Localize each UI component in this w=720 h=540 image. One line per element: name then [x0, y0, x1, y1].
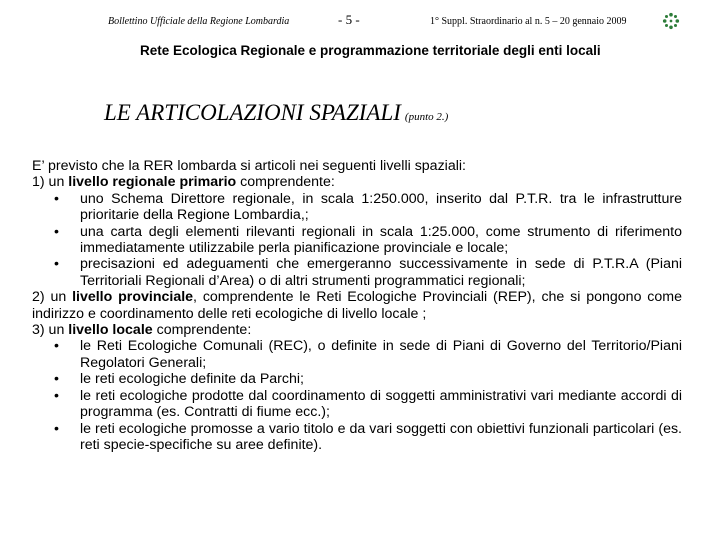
list-item-text: precisazioni ed adeguamenti che emergeranno successivamente in sede di P.T.R.A (Piani Territoriali Regionali d’Area) o di altri strumenti programmatici regionali; — [80, 256, 682, 289]
list-item-text: uno Schema Direttore regionale, in scala 1:250.000, inserito dal P.T.R. tra le infrastrutture prioritarie della Regione Lombardia,; — [80, 190, 682, 224]
level3-list — [32, 338, 682, 453]
bullet-icon: • — [54, 387, 59, 404]
section-reference: (punto 2.) — [404, 111, 449, 123]
section-title — [104, 100, 448, 126]
level2-suffix: , comprendente le Reti Ecologiche Provinciali (REP), che si pongono come indirizzo e coordinamento delle reti ecologiche di livello locale ; — [32, 289, 682, 322]
body-text — [32, 158, 682, 453]
list-item-text: le reti ecologiche definite da Parchi; — [80, 371, 304, 388]
list-item — [32, 191, 682, 224]
bullet-icon: • — [54, 420, 59, 437]
bullet-icon: • — [54, 256, 59, 273]
list-item-text: una carta degli elementi rilevanti regionali in scala 1:25.000, come strumento di riferimento immediatamente utilizzabile perla pianificazione provinciale e locale; — [80, 223, 682, 257]
level1-list — [32, 191, 682, 289]
level3-bold: livello locale — [68, 322, 153, 339]
section-title-text: LE ARTICOLAZIONI SPAZIALI — [104, 100, 401, 125]
list-item — [32, 224, 682, 257]
page-number: - 5 - — [338, 12, 360, 27]
level2-prefix: 2) un — [32, 289, 73, 306]
bullet-icon: • — [54, 190, 59, 207]
level1-suffix: comprendente: — [236, 174, 335, 191]
document-subtitle: Rete Ecologica Regionale e programmazione territoriale degli enti locali — [140, 43, 601, 58]
level2-bold: livello provinciale — [72, 289, 194, 306]
list-item-text: le reti ecologiche prodotte dal coordinamento di soggetti amministrativi vari mediante accordi di programma (es. Contratti di fiume ecc.); — [80, 387, 682, 421]
level2-paragraph — [32, 289, 682, 322]
list-item — [32, 421, 682, 454]
level3-prefix: 3) un — [32, 322, 69, 339]
list-item — [32, 388, 682, 421]
bullet-icon: • — [54, 338, 59, 355]
supplement-info: 1° Suppl. Straordinario al n. 5 – 20 gennaio 2009 — [430, 16, 627, 27]
rosa-camuna-logo-icon — [662, 12, 680, 30]
document-header — [0, 0, 720, 40]
level3-suffix: comprendente: — [152, 322, 252, 339]
level1-prefix: 1) un — [32, 174, 69, 191]
list-item-text: le Reti Ecologiche Comunali (REC), o definite in sede di Piani di Governo del Territorio/Piani Regolatori Generali; — [80, 338, 682, 371]
bullet-icon: • — [54, 371, 59, 388]
intro-paragraph: E’ previsto che la RER lombarda si articoli nei seguenti livelli spaziali: — [32, 158, 466, 174]
bulletin-title: Bollettino Ufficiale della Regione Lombardia — [108, 16, 290, 27]
bullet-icon: • — [54, 223, 59, 240]
level1-bold: livello regionale primario — [68, 174, 237, 191]
list-item — [32, 256, 682, 289]
list-item — [32, 338, 682, 371]
list-item-text: le reti ecologiche promosse a vario titolo e da vari soggetti con obiettivi funzionali particolari (es. reti specie-specifiche su aree definite). — [80, 420, 682, 453]
level1-heading — [32, 174, 682, 190]
list-item — [32, 371, 682, 387]
level3-heading — [32, 322, 682, 338]
